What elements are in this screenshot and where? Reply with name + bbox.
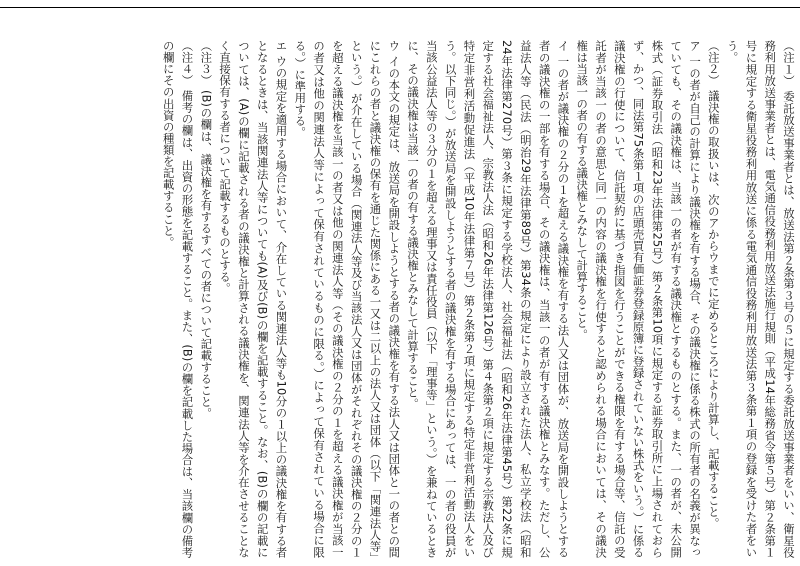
note-2-item-a: ア 一の者が自己の計算により議決権を有する場合、その議決権に係る株式の所有者の名義が異なっていても、その議決権は、当該一の者が有する議決権とするものとする。また、一の者が、未公開株式（証券取引法（昭和23年法律第25号）第２条第10項に規定する証券取引所に上場されておらず、かつ、同法第75条第１項の店頭売買有価証券登録原簿に登録されていない株式をいう。）に係る議決権の行使について、信託契約に基づき指図を行うことができる権限を有する場合等、信託の受託者が当該一の者の意思と同一の内容の議決権を行使すると認められる場合においては、その議決権は当該一の者の有する議決権とみなして計算すること。 <box>575 40 703 558</box>
notes-document <box>22 40 798 558</box>
note-2-heading: （注２） 議決権の取扱いは、次のアからウまでに定めるところにより計算し、記載すること。 <box>706 40 721 529</box>
note-4: （注４） 備考の欄は、出資の形態を記載すること。また、(B)の欄を記載した場合は、当該欄の備考の欄にその出資の種類を記載すること。 <box>161 40 195 558</box>
top-border-rule <box>0 7 800 8</box>
note-2-item-u: ウ イの本文の規定は、放送局を開設しようとする者の議決権を有する法人又は団体と一の者との間にこれらの者と議決権の保有を通じた関係にある一又は二以上の法人又は団体（以下「関連法人等」という。）が介在している場合（関連法人等及び当該法人又は団体がそれぞれその議決権の２分の１を超える議決権を当該一の者又は他の関連法人等（その議決権の２分の１を超える議決権が当該一の者又は他の関連法人等によって保有されているものに限る。）によって保有されている場合に限る。）に準用する。 <box>293 40 402 558</box>
note-3: （注３） (B)の欄は、議決権を有するすべての者について記載すること。 <box>199 40 214 419</box>
note-2-item-i: イ 一の者が議決権の２分の１を超える議決権を有する法人又は団体が、放送局を開設しようとする者の議決権の一部を有する場合、その議決権は、当該一の者が有する議決権とみなす。ただし、公益法人等（民法（明治29年法律第89号）第34条の規定により設立された法人、私立学校法（昭和24年法律第270号）第３条に規定する学校法人、社会福祉法（昭和26年法律第45号）第22条に規定する社会福祉法人、宗教法人法（昭和26年法律第126号）第４条第２項に規定する宗教法人及び特定非営利活動促進法（平成10年法律第７号）第２条第２項に規定する特定非営利活動法人をいう。以下同じ。）が放送局を開設しようとする者の議決権を有する場合にあっては、一の者の役員が当該公益法人等の３分の１を超える理事又は責任役員（以下「理事等」という。）を兼ねているときに、その議決権は当該一の者の有する議決権とみなして計算すること。 <box>406 40 571 558</box>
note-1: （注１） 委託放送事業者とは、放送法第２条第３号の５に規定する委託放送事業者をいい、衛星役務利用放送事業者とは、電気通信役務利用放送法施行規則（平成14年総務省令第５号）第２条第１号に規定する衛星役務利用放送に係る電気通信役務利用放送法第３条第１項の登録を受けた者をいう。 <box>725 40 796 558</box>
note-2-item-e: エ ウの規定を適用する場合において、介在している関連法人等も10分の１以上の議決権を有する者となるときは、当該関連法人等についても(A)及び(B)の欄を記載すること。なお、(B)の欄の記載については、(A)の欄に記載される者の議決権と計算される議決権を、関連法人等を介在させることなく直接保有する者について記載するものとする。 <box>218 40 289 558</box>
